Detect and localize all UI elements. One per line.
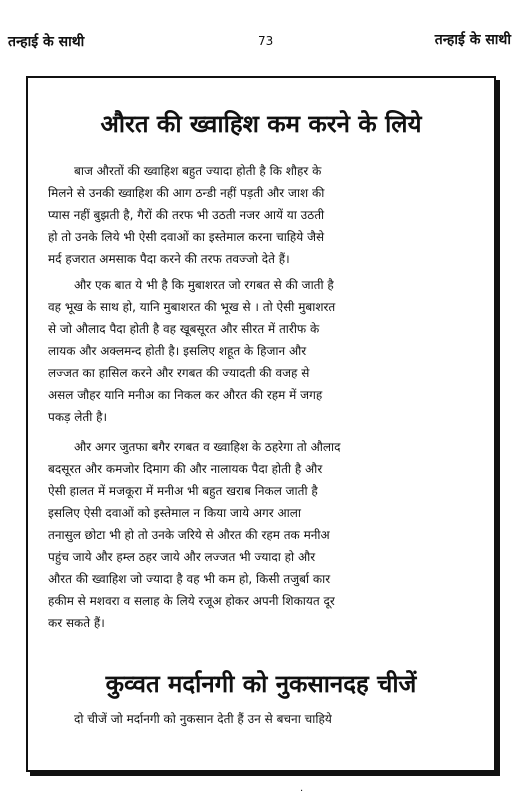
text-line: इसलिए ऐसी दवाओं को इस्तेमाल न किया जाये अगर आला bbox=[48, 506, 301, 520]
footer-mark: · bbox=[300, 786, 304, 797]
text-line: हो तो उनके लिये भी ऐसी दवाओं का इस्तेमाल करना चाहिये जैसे bbox=[48, 230, 325, 244]
text-line: पकड़ लेती है। bbox=[48, 410, 108, 424]
text-line: बाज औरतों की ख्वाहिश बहुत ज्यादा होती है कि शौहर के bbox=[74, 164, 322, 178]
header-book-title-right: तन्हाई के साथी bbox=[434, 32, 511, 48]
text-line: दो चीजें जो मर्दानगी को नुकसान देती हैं उन से बचना चाहिये bbox=[74, 712, 332, 726]
text-line: पहुंच जाये और हम्ल ठहर जाये और लज्जत भी ज्यादा हो और bbox=[48, 550, 316, 564]
text-line: मर्द हजरात अमसाक पैदा करने की तरफ तवज्जो देते हैं। bbox=[48, 252, 290, 266]
text-line: तनासुल छोटा भी हो तो उनके जरिये से औरत की रहम तक मनीअ bbox=[48, 528, 330, 542]
text-line: हकीम से मशवरा व सलाह के लिये रजूअ होकर अपनी शिकायत दूर bbox=[48, 594, 335, 608]
text-line: औरत की ख्वाहिश जो ज्यादा है वह भी कम हो, किसी तजुर्बा कार bbox=[48, 572, 331, 586]
text-line: और एक बात ये भी है कि मुबाशरत जो रगबत से की जाती है bbox=[74, 278, 334, 292]
text-line: प्यास नहीं बुझती है, गैरों की तरफ भी उठती नजर आयें या उठती bbox=[48, 208, 325, 222]
text-line: बदसूरत और कमजोर दिमाग की और नालायक पैदा होती है और bbox=[48, 462, 323, 476]
text-line: लायक और अक्लमन्द होती है। इसलिए शहूत के हिजान और bbox=[48, 344, 307, 358]
content-frame bbox=[26, 76, 496, 772]
text-line: असल जौहर यानि मनीअ का निकल कर औरत की रहम में जगह bbox=[48, 388, 323, 402]
text-line: और अगर जुतफा बगैर रगबत व ख्वाहिश के ठहरेगा तो औलाद bbox=[74, 440, 341, 454]
text-line: से जो औलाद पैदा होती है वह खूबसूरत और सीरत में तारीफ के bbox=[48, 322, 320, 336]
text-line: ऐसी हालत में मजकूरा में मनीअ भी बहुत खराब निकल जाती है bbox=[48, 484, 318, 498]
text-line: कर सकते हैं। bbox=[48, 616, 105, 630]
text-line: लज्जत का हासिल करने और रगबत की ज्यादती की वजह से bbox=[48, 366, 310, 380]
header-book-title-left: तन्हाई के साथी bbox=[8, 34, 85, 50]
section-heading-1: औरत की ख्वाहिश कम करने के लिये bbox=[100, 110, 422, 138]
section-heading-2: कुव्वत मर्दानगी को नुकसानदह चीजें bbox=[105, 670, 417, 698]
text-line: मिलने से उनकी ख्वाहिश की आग ठन्डी नहीं पड़ती और जाश की bbox=[48, 186, 325, 200]
page-header bbox=[0, 10, 523, 50]
page-number: 73 bbox=[258, 34, 274, 48]
text-line: वह भूख के साथ हो, यानि मुबाशरत की भूख से । तो ऐसी मुबाशरत bbox=[48, 300, 336, 314]
